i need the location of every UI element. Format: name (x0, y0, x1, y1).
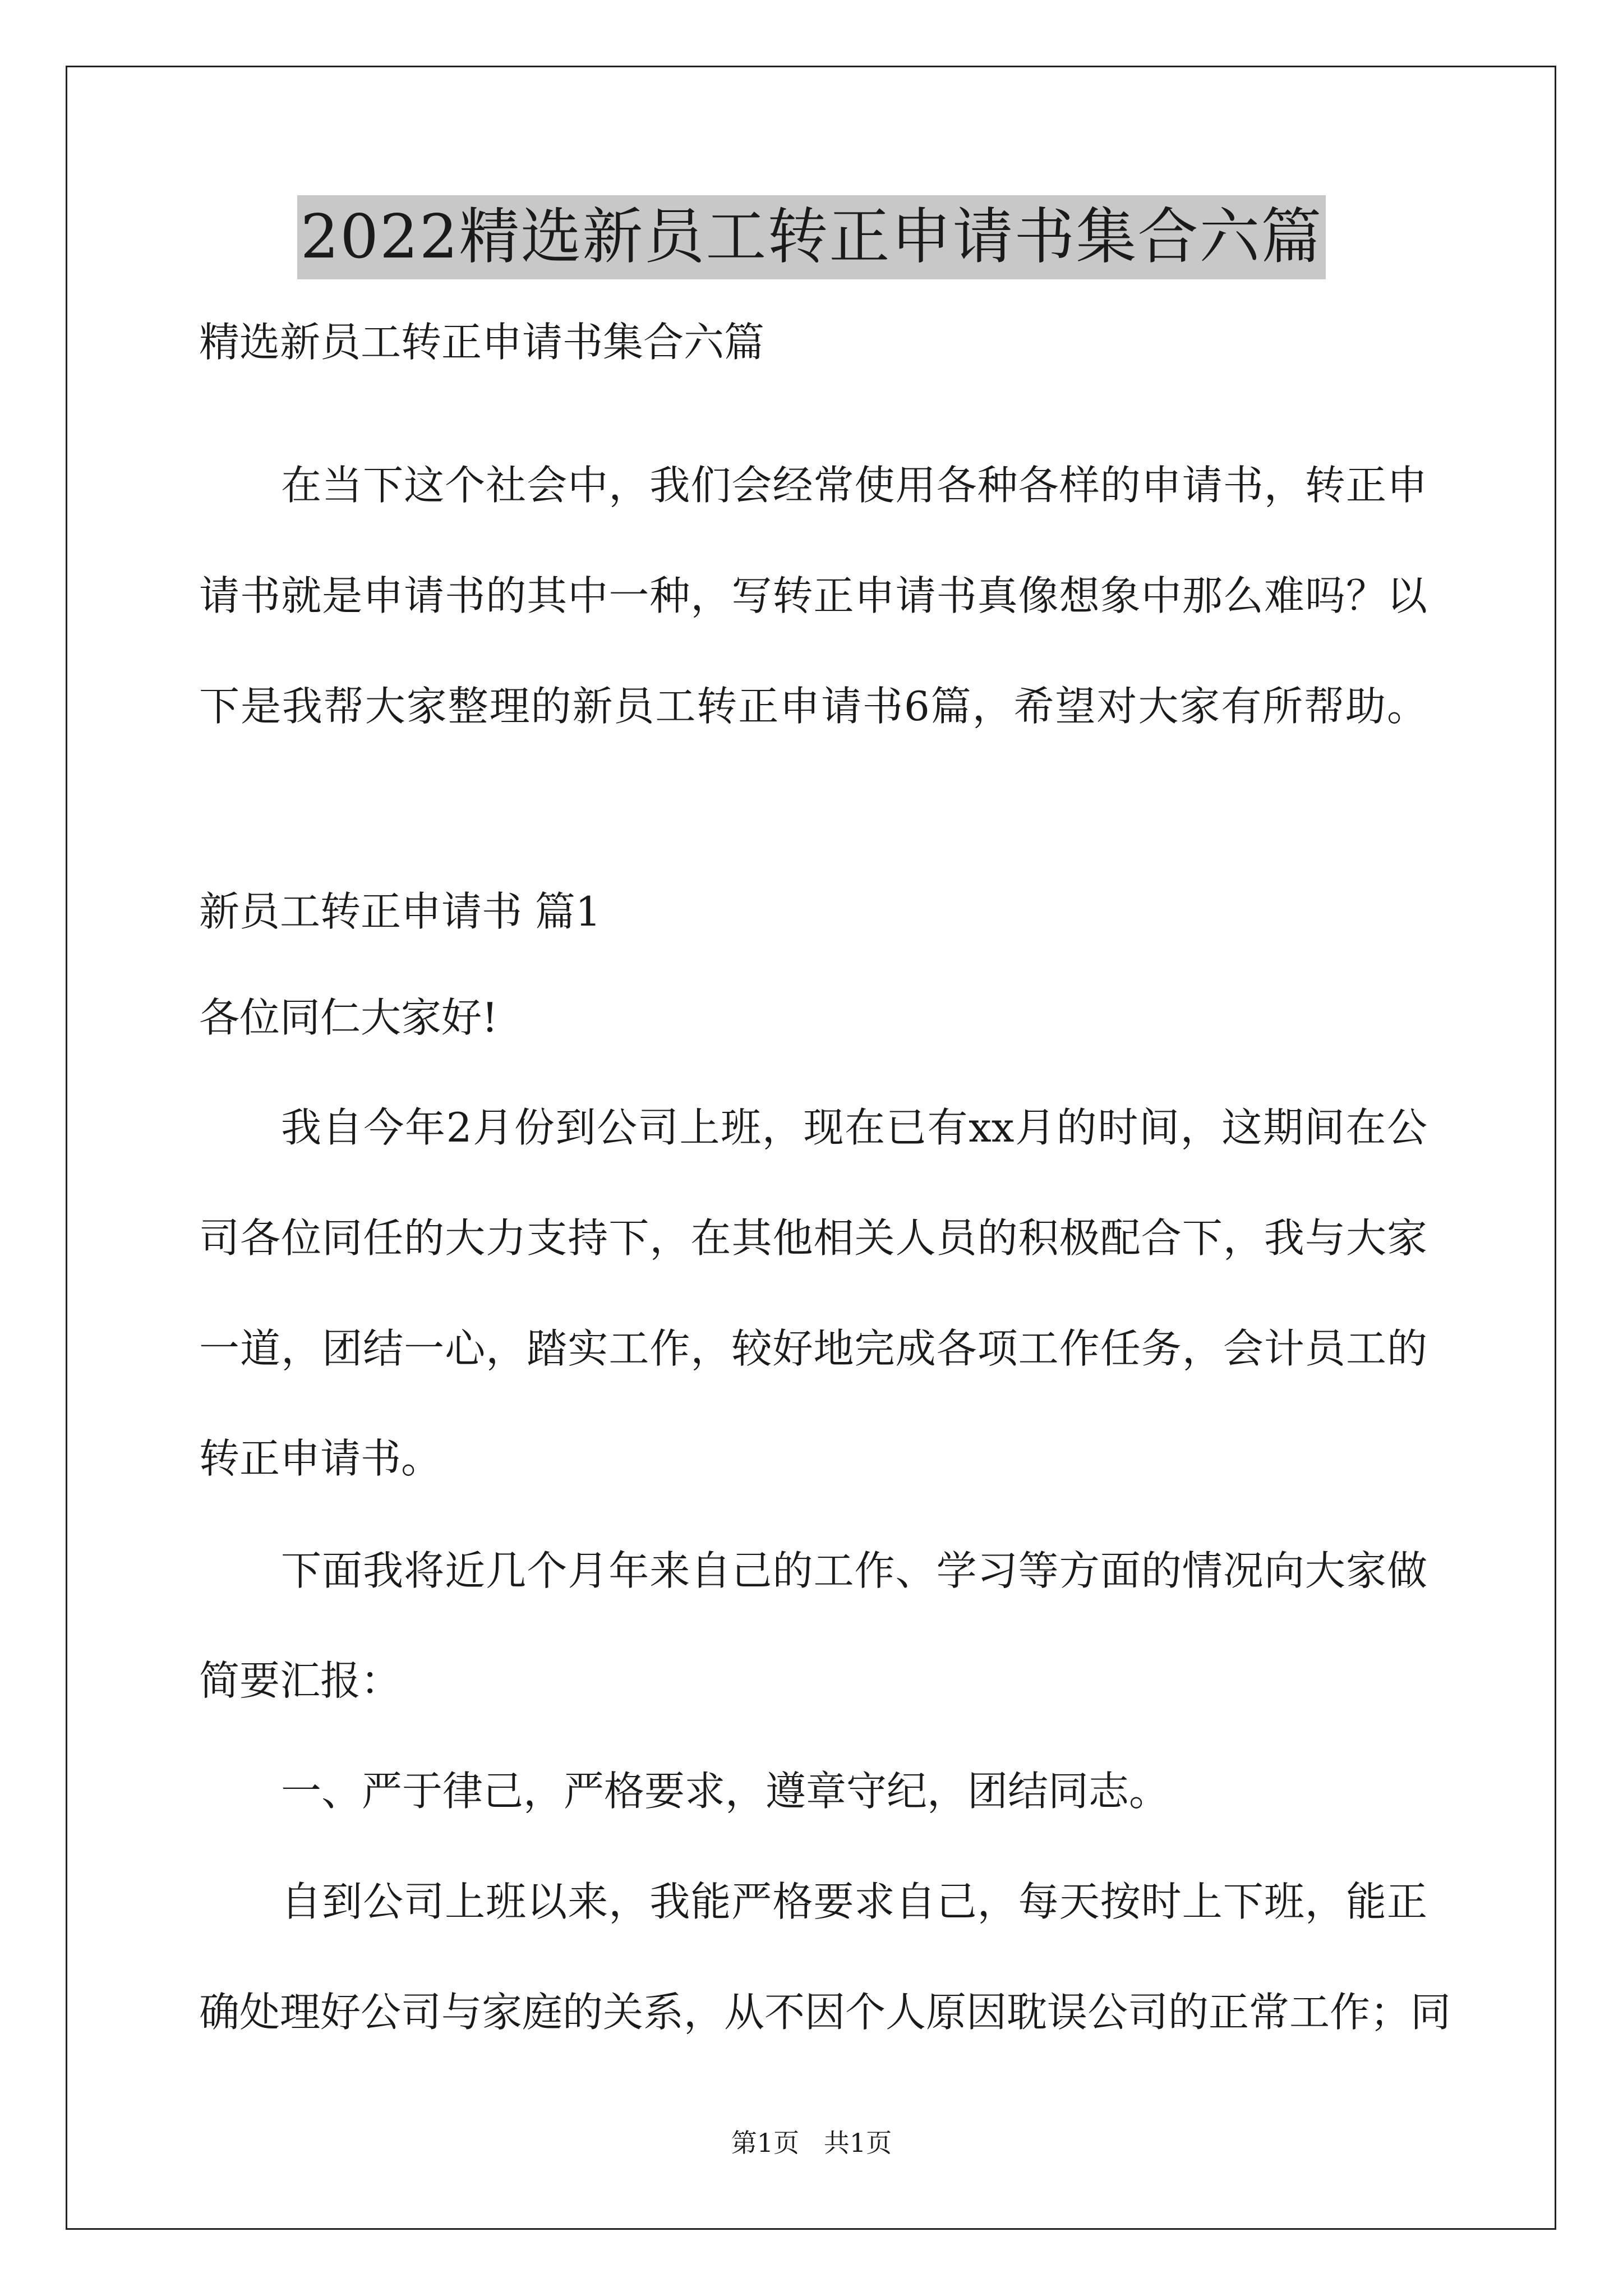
paragraph-line: 我自今年2月份到公司上班，现在已有xx月的时间，这期间在公 (281, 1104, 1427, 1151)
paragraph-line: 转正申请书。 (199, 1435, 442, 1482)
document-title: 2022精选新员工转正申请书集合六篇 (297, 195, 1326, 279)
greeting-line: 各位同仁大家好! (199, 994, 498, 1041)
paragraph-line: 司各位同任的大力支持下，在其他相关人员的积极配合下，我与大家 (199, 1214, 1427, 1262)
subtitle-line: 精选新员工转正申请书集合六篇 (199, 319, 765, 366)
paragraph-line: 简要汇报： (199, 1657, 402, 1704)
paragraph-line: 自到公司上班以来，我能严格要求自己，每天按时上下班，能正 (281, 1878, 1427, 1925)
paragraph-line: 下是我帮大家整理的新员工转正申请书6篇，希望对大家有所帮助。 (199, 683, 1427, 730)
paragraph-line: 请书就是申请书的其中一种，写转正申请书真像想象中那么难吗？以 (199, 572, 1427, 619)
section-heading: 新员工转正申请书 篇1 (199, 888, 601, 935)
paragraph-line: 一道，团结一心，踏实工作，较好地完成各项工作任务，会计员工的 (199, 1325, 1427, 1372)
page-footer: 第1页 共1页 (731, 2128, 892, 2158)
paragraph-line: 在当下这个社会中，我们会经常使用各种各样的申请书，转正申 (281, 462, 1427, 509)
list-heading-line: 一、严于律己，严格要求，遵章守纪，团结同志。 (281, 1768, 1170, 1815)
title-wrap (0, 195, 1623, 279)
paragraph-line: 确处理好公司与家庭的关系，从不因个人原因耽误公司的正常工作；同 (199, 1989, 1451, 2036)
paragraph-line: 下面我将近几个月年来自己的工作、学习等方面的情况向大家做 (281, 1547, 1427, 1594)
